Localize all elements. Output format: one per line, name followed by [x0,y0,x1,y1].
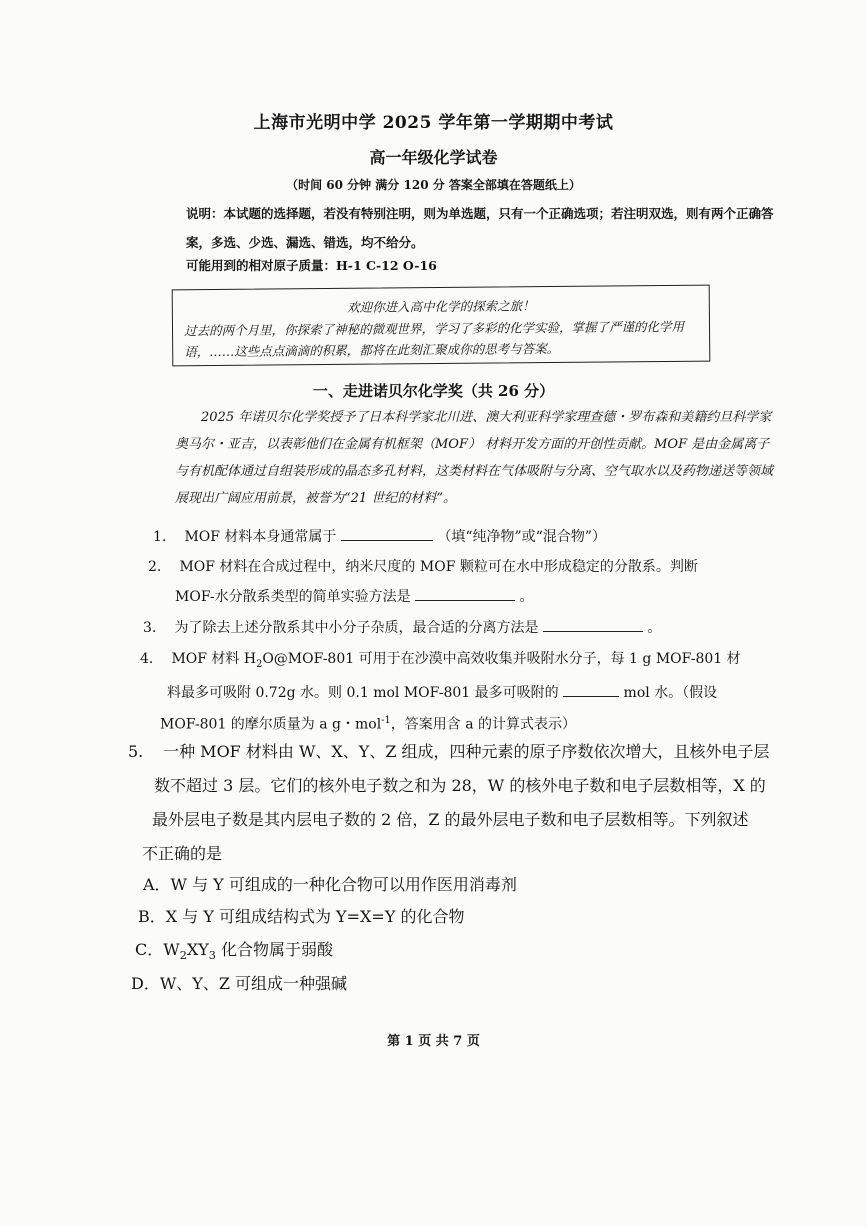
q4-line2-b: mol 水。（假设 [623,684,718,701]
instructions: 说明：本试题的选择题，若没有特别注明，则为单选题，只有一个正确选项；若注明双选，则有两个正确答案，多选、少选、漏选、错选，均不给分。 [186,206,774,250]
option-c-a: C．W [135,940,180,959]
atomic-masses: 可能用到的相对原子质量：H-1 C-12 O-16 [186,258,437,273]
exam-title: 上海市光明中学 2025 学年第一学期期中考试 [253,113,614,133]
exam-info: （时间 60 分钟 满分 120 分 答案全部填在答题纸上） [286,178,581,192]
q1-answer-blank[interactable] [341,524,433,541]
q5-line3: 最外层电子数是其内层电子数的 2 倍，Z 的最外层电子数和电子层数相等。下列叙述 [152,810,749,829]
q2-period: 。 [519,589,534,605]
option-b[interactable]: B．X 与 Y 可组成结构式为 Y=X=Y 的化合物 [138,907,465,926]
q4-text-a: MOF 材料 H [171,651,257,667]
option-c[interactable] [135,937,333,962]
q4-line3-b: ，答案用含 a 的计算式表示） [390,716,576,733]
q4-answer-blank[interactable] [563,680,619,697]
q2-text-line2: MOF-水分散系类型的简单实验方法是 [175,589,411,605]
section-heading: 一、走进诺贝尔化学奖（共 26 分） [312,382,555,400]
section-intro [175,404,775,512]
option-d[interactable]: D．W、Y、Z 可组成一种强碱 [131,974,348,993]
exam-subtitle: 高一年级化学试卷 [369,148,498,167]
q1-number: 1. [153,529,167,545]
question-5 [128,735,818,871]
option-c-b: XY [186,940,209,959]
welcome-line-2: 过去的两个月里，你探索了神秘的微观世界，学习了多彩的化学实验，掌握了严谨的化学用语，……这些点点滴滴的积累，都将在此刻汇聚成你的思考与答案。 [183,318,685,360]
option-c-sub2: 3 [208,949,216,963]
intro-text: 2025 年诺贝尔化学奖授予了日本科学家北川进、澳大利亚科学家理查德・罗布森和美籍约旦科学家奥马尔・亚吉，以表彰他们在金属有机框架（MOF） 材料开发方面的开创性贡献。MOF 是由金属离子与有机配体通过自组装形成的晶态多孔材料，这类材料在气体吸附与分离、空气取水以及药物递送等领域展现出广阔应用前景，被誉为“21 世纪的材料”。 [175,410,774,506]
question-3 [143,614,803,642]
q3-answer-blank[interactable] [543,615,643,632]
q3-text: 为了除去上述分散系其中小分子杂质，最合适的分离方法是 [174,620,539,636]
question-1 [153,523,793,551]
option-a[interactable]: A．W 与 Y 可组成的一种化合物可以用作医用消毒剂 [143,875,517,894]
q1-text: MOF 材料本身通常属于 [184,529,337,545]
q2-number: 2. [148,559,162,575]
q3-period: 。 [647,620,662,636]
q4-text-b: O@MOF-801 可用于在沙漠中高效收集并吸附水分子，每 1 g MOF-801 材 [262,651,741,667]
welcome-box [172,285,711,367]
q4-sub: 2 [256,658,263,670]
q5-line2: 数不超过 3 层。它们的核外电子数之和为 28，W 的核外电子数和电子层数相等，X 的 [154,776,766,795]
page-footer: 第 1 页 共 7 页 [387,1034,480,1049]
q1-hint: （填“纯净物”或“混合物”） [437,529,606,545]
q5-line4: 不正确的是 [142,844,223,863]
question-2 [148,553,808,611]
q4-line3-a: MOF-801 的摩尔质量为 a g・mol [160,716,382,733]
q5-line1: 一种 MOF 材料由 W、X、Y、Z 组成，四种元素的原子序数依次增大，且核外电子层 [163,742,770,761]
welcome-line-1: 欢迎你进入高中化学的探索之旅！ [347,298,535,315]
option-c-c: 化合物属于弱酸 [215,940,333,959]
q4-number: 4. [140,651,154,667]
q5-number: 5. [128,742,144,761]
question-4 [140,645,820,738]
q4-line2-a: 料最多可吸附 0.72g 水。则 0.1 mol MOF-801 最多可吸附的 [167,684,559,701]
q4-sup: -1 [381,714,391,726]
q2-text-line1: MOF 材料在合成过程中，纳米尺度的 MOF 颗粒可在水中形成稳定的分散系。判断 [179,559,698,575]
q2-answer-blank[interactable] [415,584,515,601]
q3-number: 3. [143,620,157,636]
option-c-sub1: 2 [179,949,187,963]
